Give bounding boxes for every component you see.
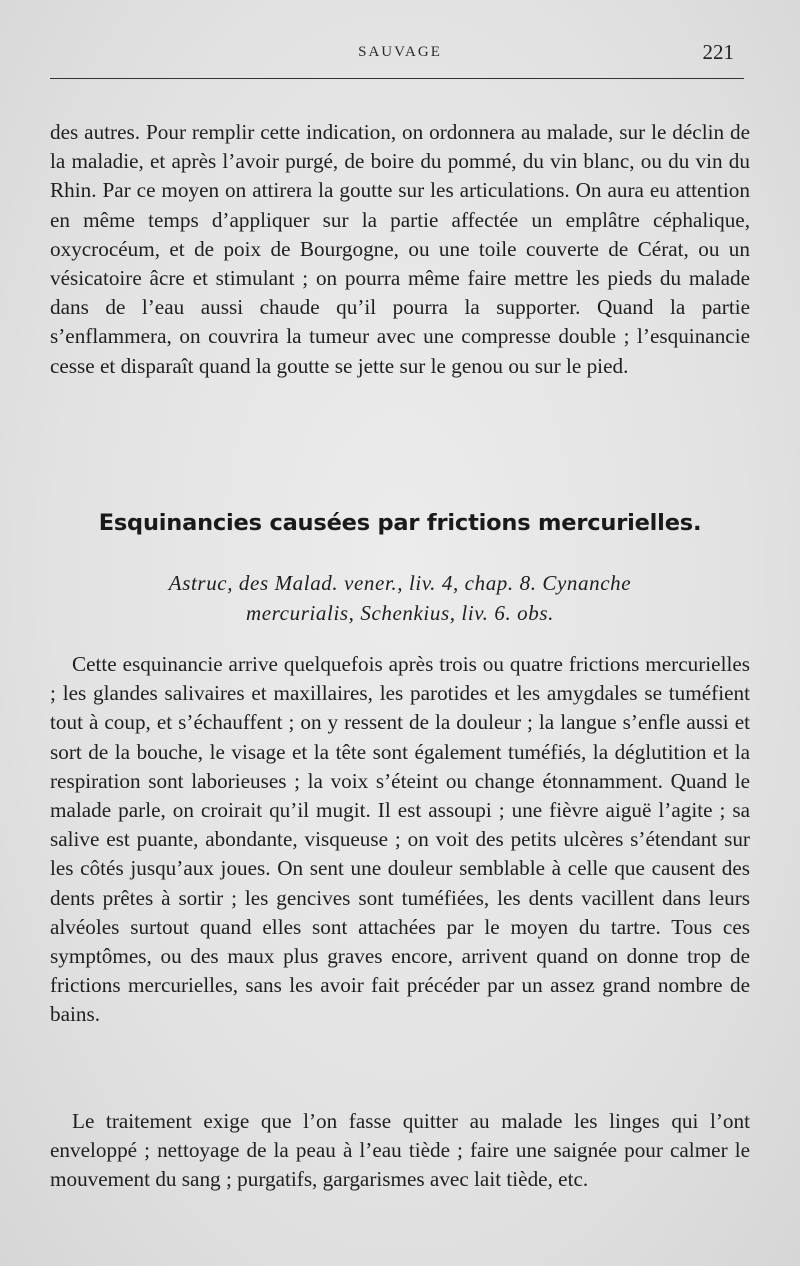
paragraph-3-text: Le traitement exige que l’on fasse quitter au malade les linges qui l’ont enveloppé ; nettoyage de la peau à l’eau tiède ; faire une saignée pour calmer le mouvement du sang ; purgatifs, gargarismes avec lait tiède, etc. [50,1109,750,1192]
paragraph-2-text: Cette esquinancie arrive quelquefois après trois ou quatre frictions mercurielles ; les glandes salivaires et maxillaires, les parotides et les amygdales se tuméfient tout à coup, et s’échauffent ; on y ressent de la douleur ; la langue s’enfle aussi et sort de la bouche, le visage et la tête sont également tuméfiés, la déglutition et la respiration sont laborieuses ; la voix s’éteint ou change étonnamment. Quand le malade parle, on croirait qu’il mugit. Il est assoupi ; une fièvre aiguë l’agite ; sa salive est puante, abondante, visqueuse ; on voit des petits ulcères s’étendant sur les côtés jusqu’aux joues. On sent une douleur semblable à celle que causent des dents prêtes à sortir ; les gencives sont tuméfiées, les dents vacillent dans leurs alvéoles surtout quand elles sont attachées par le moyen du tartre. Tous ces symptômes, ou des maux plus graves encore, arrivent quand on donne trop de frictions mercurielles, sans les avoir fait précéder par un assez grand nombre de bains. [50,652,750,1027]
paragraph-treatment [50,1107,750,1195]
section-title: Esquinancies causées par frictions mercurielles. [98,510,702,536]
running-title: SAUVAGE [358,44,442,60]
citation-line-2: mercurialis, Schenkius, liv. 6. obs. [246,601,554,625]
running-head [50,40,750,70]
citation-line-1: Astruc, des Malad. vener., liv. 4, chap. 8. Cynanche [168,571,632,595]
paragraph-1-text: des autres. Pour remplir cette indication, on ordonnera au malade, sur le déclin de la maladie, et après l’avoir purgé, de boire du pommé, du vin blanc, ou du vin du Rhin. Par ce moyen on attirera la goutte sur les articulations. On aura eu attention en même temps d’appliquer sur la partie affectée un emplâtre céphalique, oxycrocéum, et de poix de Bourgogne, ou une toile couverte de Cérat, ou un vésicatoire âcre et stimulant ; on pourra même faire mettre les pieds du malade dans de l’eau aussi chaude qu’il pourra la supporter. Quand la partie s’enflammera, on couvrira la tumeur avec une compresse double ; l’esquinancie cesse et disparaît quand la goutte se jette sur le genou ou sur le pied. [50,120,750,378]
page-number: 221 [702,40,734,64]
header-rule [50,78,744,79]
citation [50,568,750,628]
paragraph-continued [50,118,750,381]
paragraph-symptoms [50,650,750,1030]
